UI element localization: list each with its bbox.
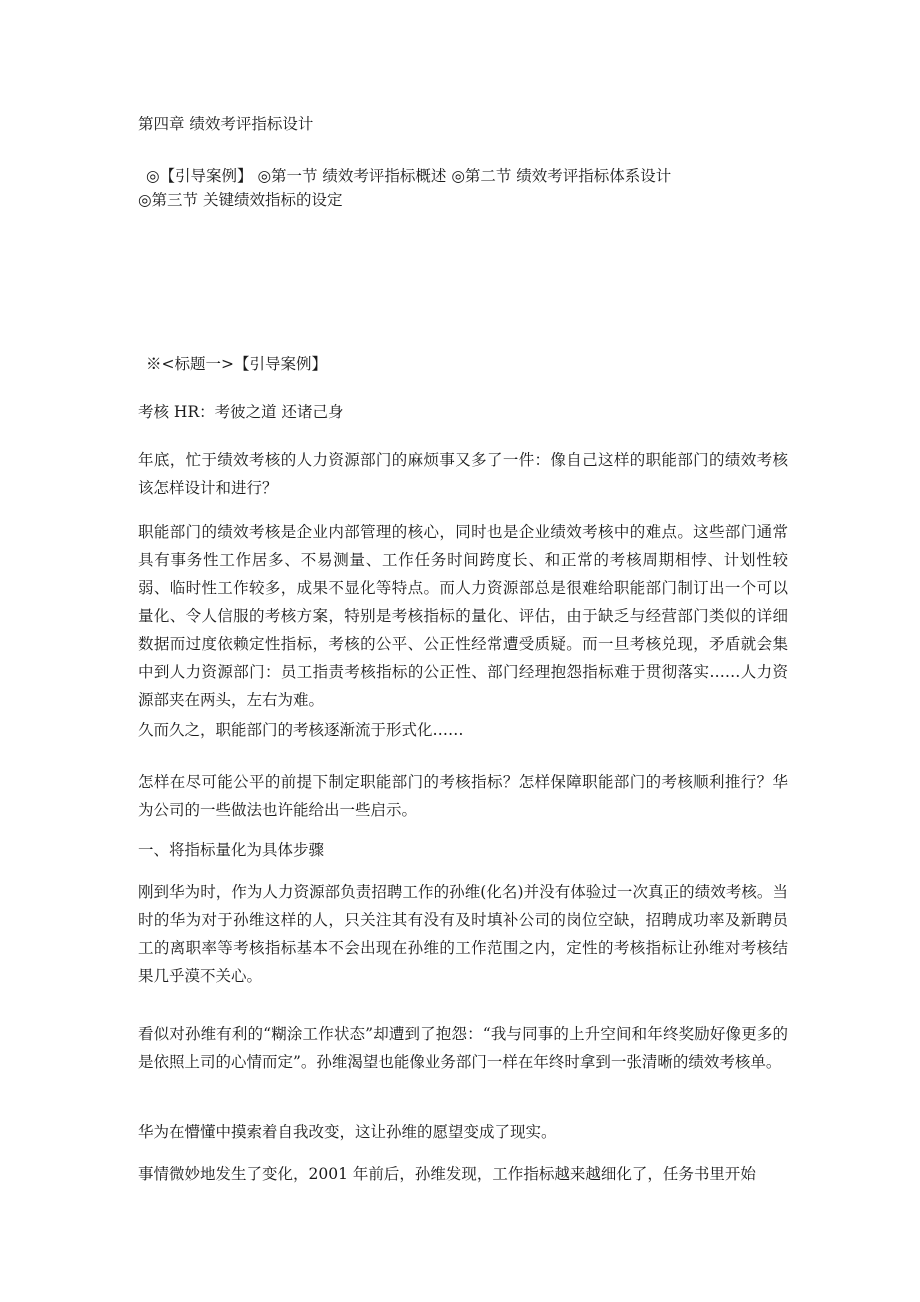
chapter-title: 第四章 绩效考评指标设计 [138,115,314,133]
paragraph: 职能部门的绩效考核是企业内部管理的核心，同时也是企业绩效考核中的难点。这些部门通常具有事务性工作居多、不易测量、工作任务时间跨度长、和正常的考核周期相悖、计划性较弱、临时性工作较多，成果不显化等特点。而人力资源部总是很难给职能部门制订出一个可以量化、令人信服的考核方案，特别是考核指标的量化、评估，由于缺乏与经营部门类似的详细数据而过度依赖定性指标，考核的公平、公正性经常遭受质疑。而一旦考核兑现，矛盾就会集中到人力资源部门：员工指责考核指标的公正性、部门经理抱怨指标难于贯彻落实……人力资源部夹在两头，左右为难。 [138,523,788,709]
section-heading: ※<标题一>【引导案例】 [146,355,327,373]
toc-line-1: ◎【引导案例】 ◎第一节 绩效考评指标概述 ◎第二节 绩效考评指标体系设计 [146,167,672,185]
paragraph: 事情微妙地发生了变化，2001 年前后，孙维发现，工作指标越来越细化了，任务书里开始 [138,1165,756,1183]
paragraph: 怎样在尽可能公平的前提下制定职能部门的考核指标？怎样保障职能部门的考核顺利推行？华为公司的一些做法也许能给出一些启示。 [138,773,788,819]
article-title: 考核 HR：考彼之道 还诸己身 [138,403,344,421]
paragraph: 刚到华为时，作为人力资源部负责招聘工作的孙维(化名)并没有体验过一次真正的绩效考核。当时的华为对于孙维这样的人，只关注其有没有及时填补公司的岗位空缺，招聘成功率及新聘员工的离职率等考核指标基本不会出现在孙维的工作范围之内，定性的考核指标让孙维对考核结果几乎漠不关心。 [138,883,788,985]
toc-line-2: ◎第三节 关键绩效指标的设定 [138,191,343,209]
section-subheading: 一、将指标量化为具体步骤 [138,841,325,859]
paragraph: 华为在懵懂中摸索着自我改变，这让孙维的愿望变成了现实。 [138,1123,557,1141]
paragraph: 看似对孙维有利的“糊涂工作状态”却遭到了抱怨：“我与同事的上升空间和年终奖励好像更多的是依照上司的心情而定”。孙维渴望也能像业务部门一样在年终时拿到一张清晰的绩效考核单。 [138,1025,788,1071]
paragraph: 久而久之，职能部门的考核逐渐流于形式化…… [138,721,464,739]
paragraph: 年底，忙于绩效考核的人力资源部门的麻烦事又多了一件：像自己这样的职能部门的绩效考核该怎样设计和进行？ [138,451,788,497]
